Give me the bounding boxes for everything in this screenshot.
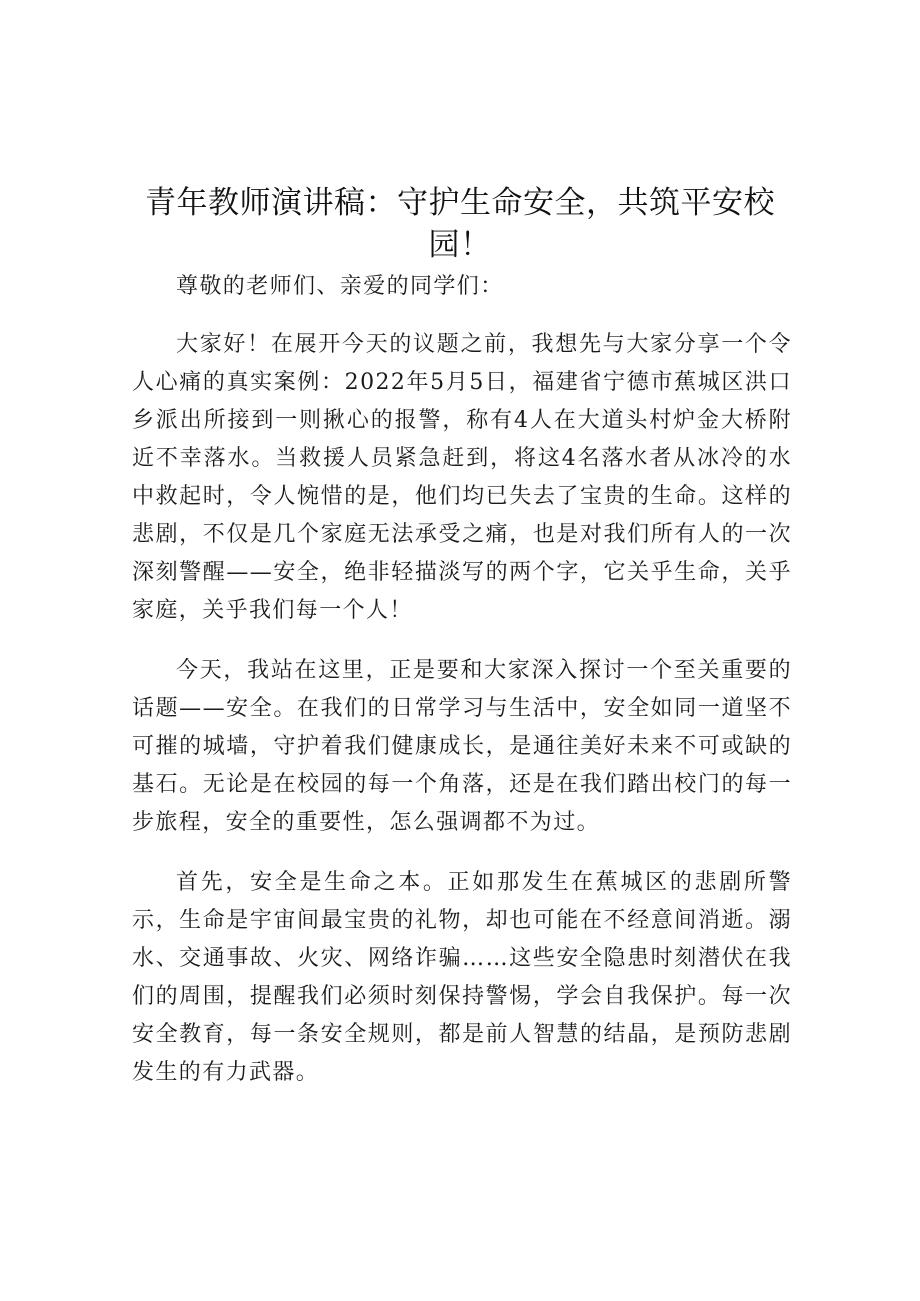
document-body	[132, 268, 792, 1114]
paragraph-topic-safety: 今天，我站在这里，正是要和大家深入探讨一个至关重要的话题——安全。在我们的日常学习与生活中，安全如同一道坚不可摧的城墙，守护着我们健康成长，是通往美好未来不可或缺的基石。无论是在校园的每一个角落，还是在我们踏出校门的每一步旅程，安全的重要性，怎么强调都不为过。	[132, 658, 792, 835]
document-title: 青年教师演讲稿：守护生命安全，共筑平安校园！	[145, 185, 775, 263]
paragraph-safety-foundation: 首先，安全是生命之本。正如那发生在蕉城区的悲剧所警示，生命是宇宙间最宝贵的礼物，却也可能在不经意间消逝。溺水、交通事故、火灾、网络诈骗……这些安全隐患时刻潜伏在我们的周围，提醒我们必须时刻保持警惕，学会自我保护。每一次安全教育，每一条安全规则，都是前人智慧的结晶，是预防悲剧发生的有力武器。	[132, 870, 792, 1085]
paragraph-case-story: 大家好！在展开今天的议题之前，我想先与大家分享一个令人心痛的真实案例：2022年5月5日，福建省宁德市蕉城区洪口乡派出所接到一则揪心的报警，称有4人在大道头村炉金大桥附近不幸落水。当救援人员紧急赶到，将这4名落水者从冰冷的水中救起时，令人惋惜的是，他们均已失去了宝贵的生命。这样的悲剧，不仅是几个家庭无法承受之痛，也是对我们所有人的一次深刻警醒——安全，绝非轻描淡写的两个字，它关乎生命，关乎家庭，关乎我们每一个人！	[132, 332, 792, 623]
salutation: 尊敬的老师们、亲爱的同学们：	[176, 274, 504, 299]
